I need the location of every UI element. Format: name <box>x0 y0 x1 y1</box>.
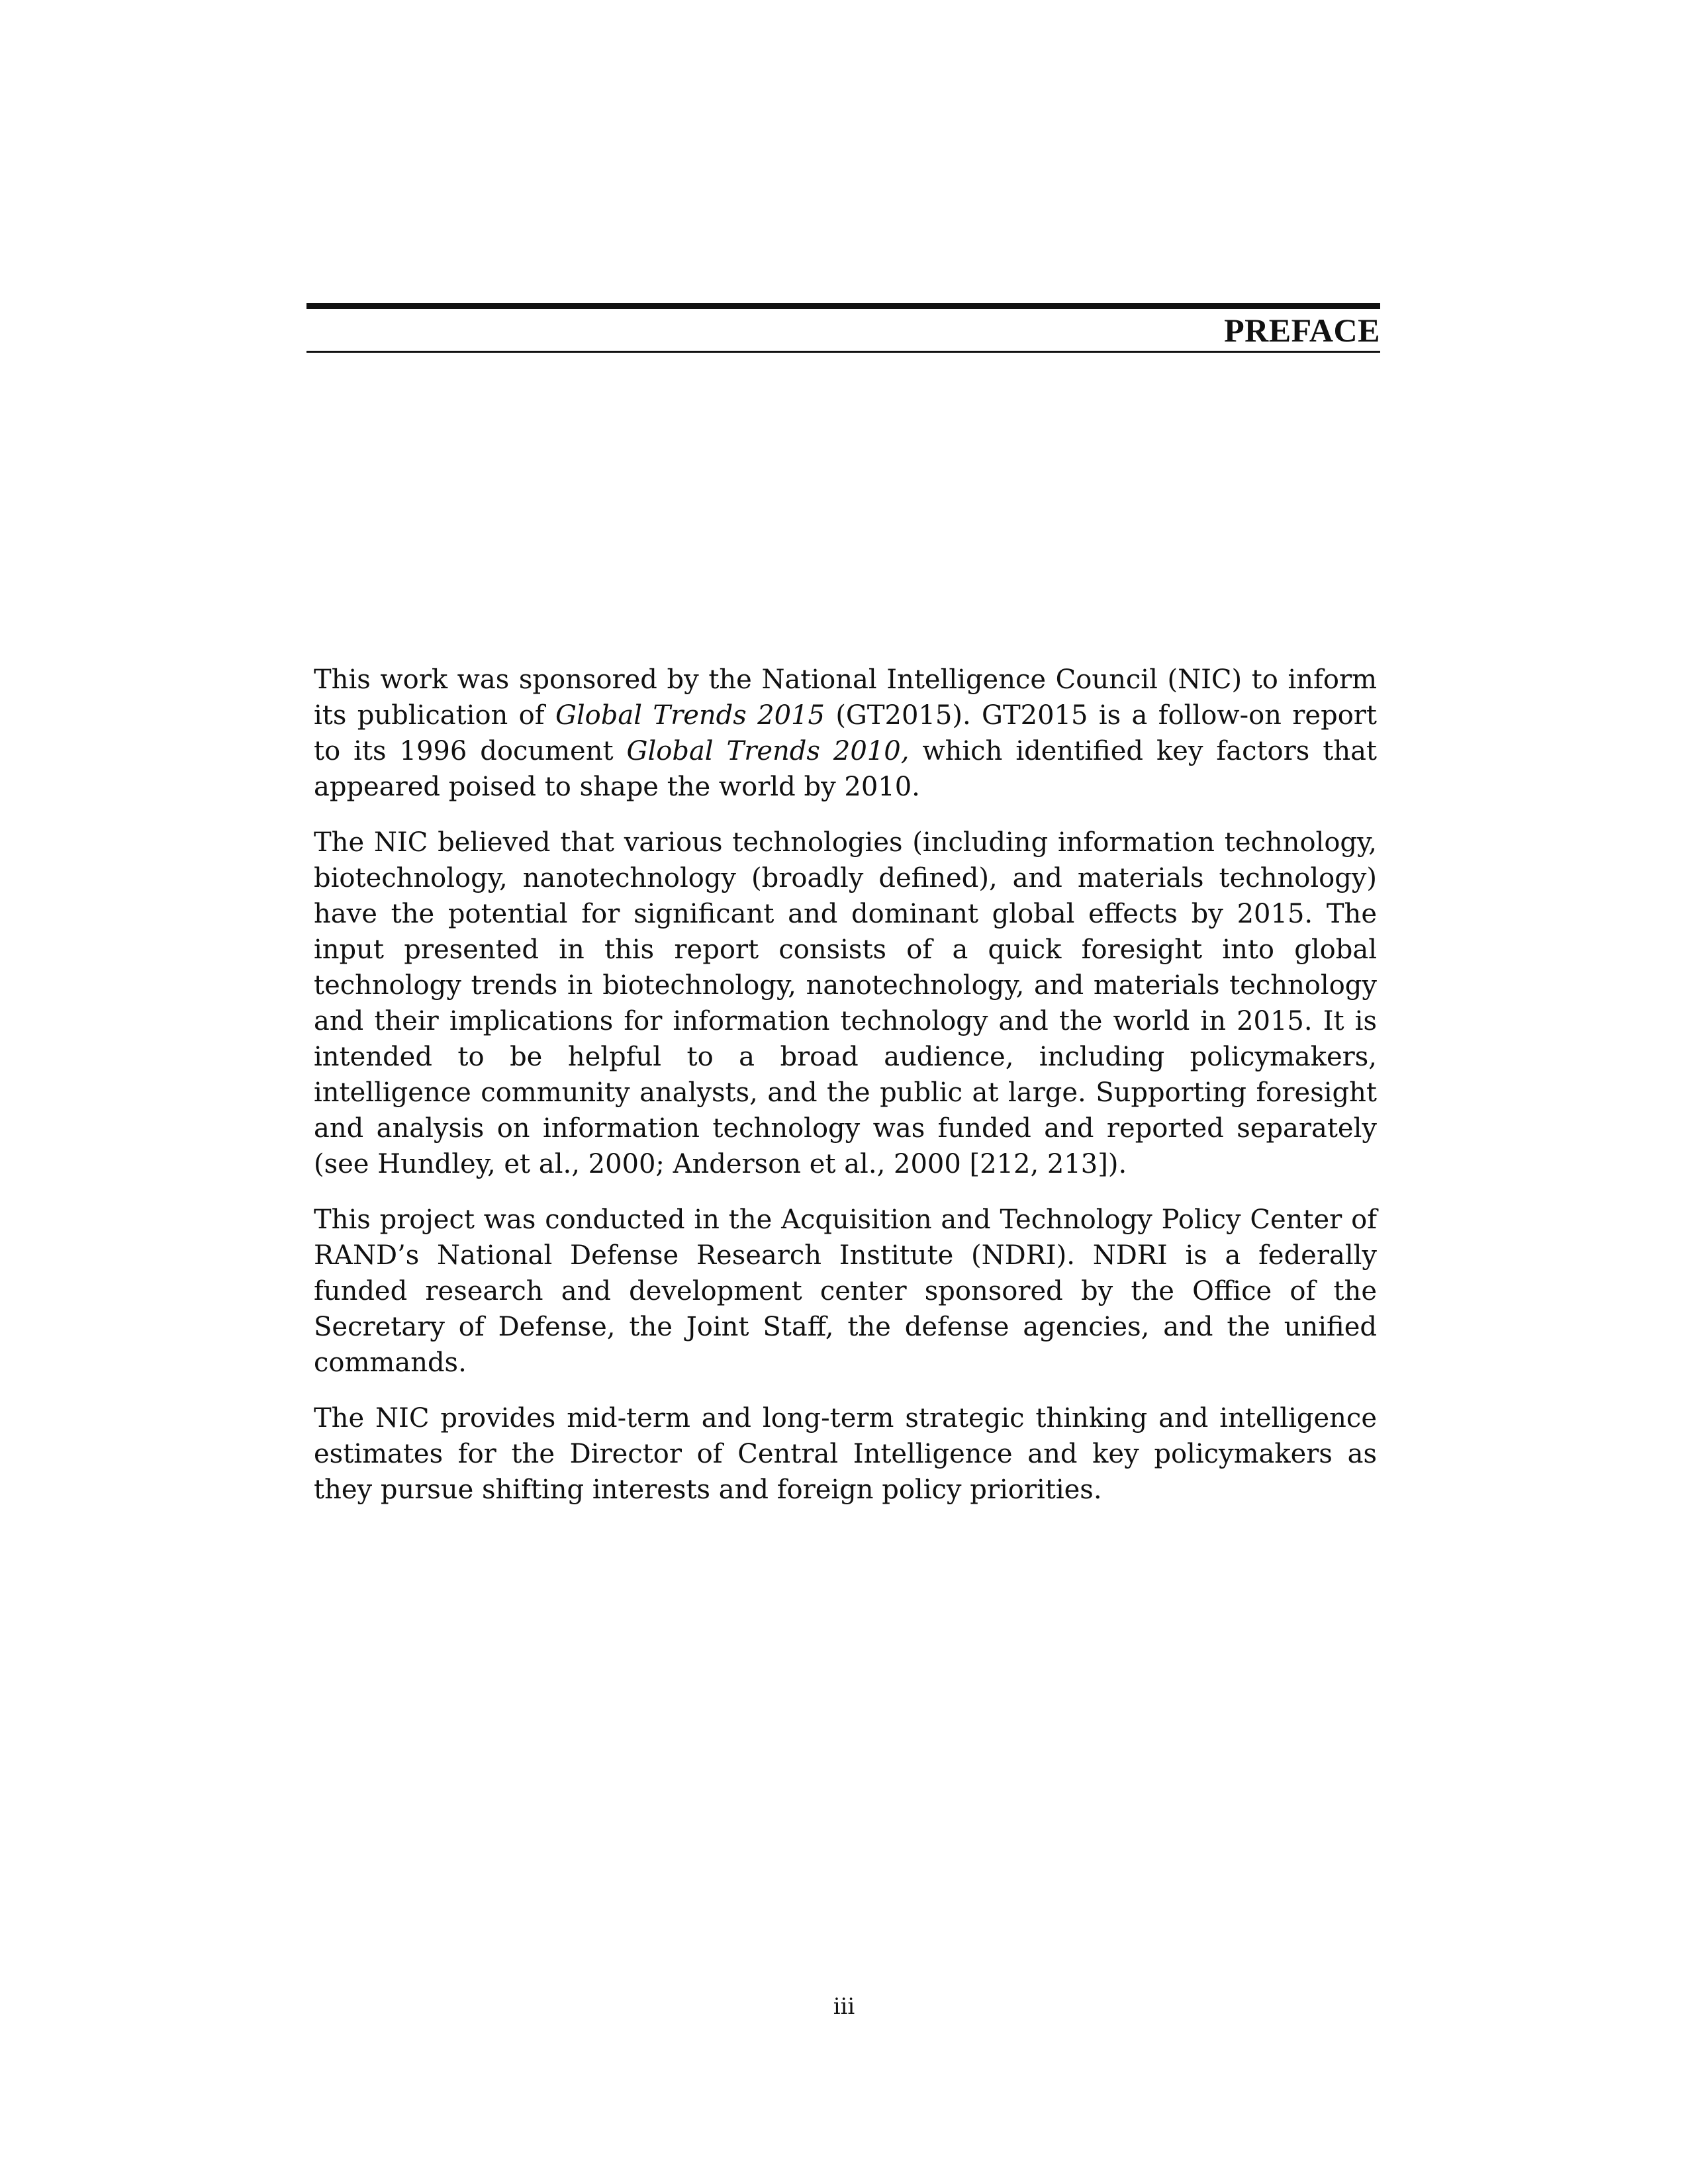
page-number: iii <box>833 1993 855 2020</box>
paragraph-2: The NIC believed that various technologies (including information technology, biotechnology, nanotechnology (broadly defined), and materials technology) have the potential for significant and dominant global effects by 2015. The input presented in this report consists of a quick foresight into global technology trends in biotechnology, nanotechnology, and materials technology and their implications for information technology and the world in 2015. It is intended to be helpful to a broad audience, including policymakers, intelligence community analysts, and the public at large. Supporting foresight and analysis on information technology was funded and reported separately (see Hundley, et al., 2000; Anderson et al., 2000 [212, 213]). <box>314 827 1377 1179</box>
paragraph-1-text-c: which identified key factors that appeared poised to shape the world by 2010. <box>314 736 1378 802</box>
header-rule-thick <box>306 303 1380 309</box>
preface-body <box>314 662 1377 1527</box>
paragraph-1-text-b: (GT2015). GT2015 is a follow-on report to its 1996 document <box>314 700 1377 766</box>
paragraph-1-text-a: This work was sponsored by the National Intelligence Council (NIC) to inform its publication of <box>314 664 1377 731</box>
paragraph-4: The NIC provides mid-term and long-term strategic thinking and intelligence estimates for the Director of Central Intelligence and key policymakers as they pursue shifting interests and foreign policy priorities. <box>314 1403 1377 1505</box>
paragraph-1 <box>314 662 1377 805</box>
publication-title-gt2015: Global Trends 2015 <box>555 700 825 731</box>
paragraph-3: This project was conducted in the Acquisition and Technology Policy Center of RAND’s National Defense Research Institute (NDRI). NDRI is a federally funded research and development center sponsored by the Office of the Secretary of Defense, the Joint Staff, the defense agencies, and the unified commands. <box>314 1205 1377 1378</box>
header-rule-thin <box>306 351 1380 353</box>
chapter-title: PREFACE <box>1224 312 1380 349</box>
publication-title-gt2010: Global Trends 2010, <box>626 736 910 766</box>
